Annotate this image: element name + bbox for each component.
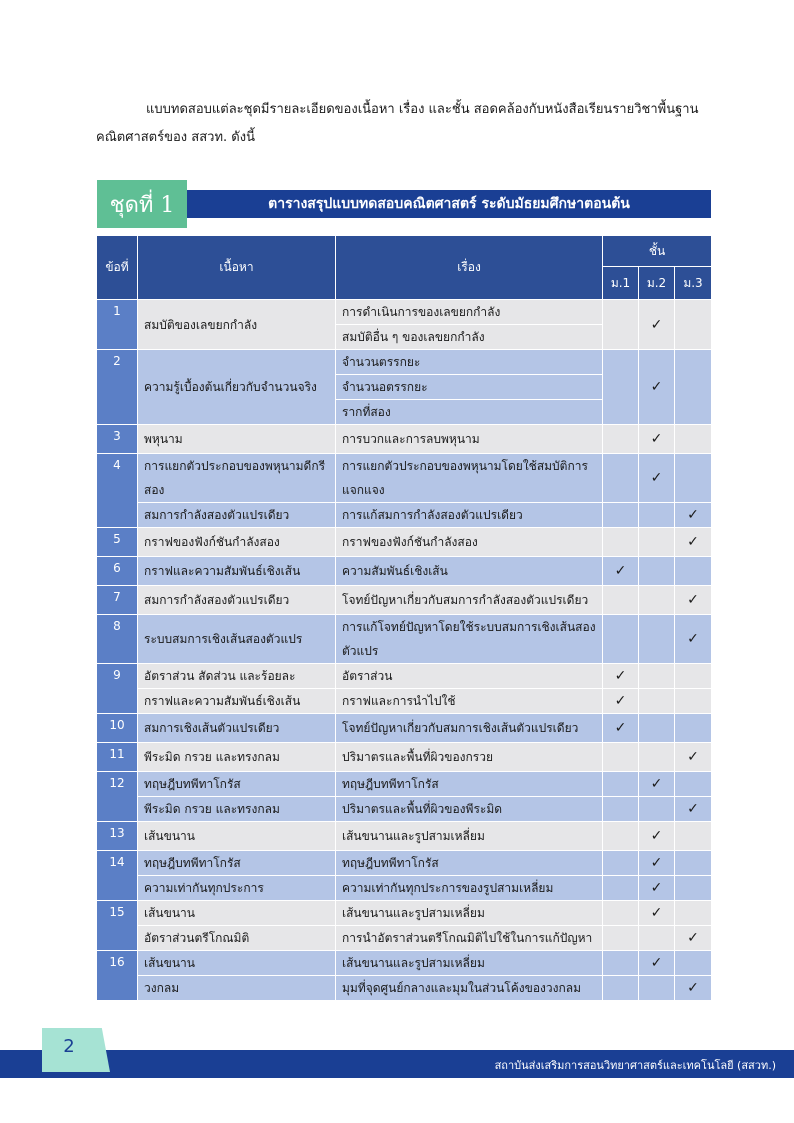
header-m3: ม.3 [675,267,712,300]
intro-line-2: คณิตศาสตร์ของ สสวท. ดังนี้ [96,130,255,145]
question-number: 12 [97,772,138,822]
topic-cell: สมบัติอื่น ๆ ของเลขยกกำลัง [336,325,603,350]
grade-cell-m1 [603,528,639,557]
table-row [97,951,712,976]
check-mark: ✓ [614,668,627,684]
grade-cell-m2 [639,557,675,586]
grade-cell-m3 [675,586,712,615]
content-cell: ระบบสมการเชิงเส้นสองตัวแปร [138,615,336,664]
question-number: 14 [97,851,138,901]
grade-cell-m1 [603,714,639,743]
grade-cell-m3 [675,615,712,664]
intro-paragraph [96,96,712,152]
grade-cell-m3 [675,714,712,743]
header-m2: ม.2 [639,267,675,300]
question-number: 1 [97,300,138,350]
intro-line-1: แบบทดสอบแต่ละชุดมีรายละเอียดของเนื้อหา เรื่อง และชั้น สอดคล้องกับหนังสือเรียนรายวิชาพื้นฐาน [146,102,699,117]
question-number: 8 [97,615,138,664]
grade-cell-m2 [639,976,675,1001]
question-group [97,664,712,714]
grade-cell-m1 [603,664,639,689]
check-mark: ✓ [650,431,663,447]
check-mark: ✓ [650,880,663,896]
content-cell: สมการเชิงเส้นตัวแปรเดียว [138,714,336,743]
grade-cell-m3 [675,901,712,926]
topic-cell: จำนวนอตรรกยะ [336,375,603,400]
header-topic: เรื่อง [336,236,603,300]
check-mark: ✓ [687,592,699,608]
content-cell: ความรู้เบื้องต้นเกี่ยวกับจำนวนจริง [138,350,336,425]
question-group [97,714,712,743]
grade-cell-m3 [675,350,712,425]
question-number: 10 [97,714,138,743]
topic-cell: การแยกตัวประกอบของพหุนามโดยใช้สมบัติการแจกแจง [336,454,603,503]
question-group [97,822,712,851]
content-cell: กราฟของฟังก์ชันกำลังสอง [138,528,336,557]
check-mark: ✓ [687,631,699,647]
grade-cell-m2 [639,664,675,689]
grade-cell-m3 [675,976,712,1001]
content-cell: พีระมิด กรวย และทรงกลม [138,743,336,772]
grade-cell-m2 [639,615,675,664]
check-mark: ✓ [687,980,699,996]
grade-cell-m1 [603,926,639,951]
topic-cell: การบวกและการลบพหุนาม [336,425,603,454]
topic-cell: การแก้โจทย์ปัญหาโดยใช้ระบบสมการเชิงเส้นสองตัวแปร [336,615,603,664]
grade-cell-m2 [639,689,675,714]
table-row [97,528,712,557]
topic-cell: กราฟและการนำไปใช้ [336,689,603,714]
table-row [97,743,712,772]
question-group [97,772,712,822]
grade-cell-m2 [639,300,675,350]
table-row [97,926,712,951]
table-row [97,851,712,876]
topic-cell: โจทย์ปัญหาเกี่ยวกับสมการกำลังสองตัวแปรเดียว [336,586,603,615]
topic-cell: การแก้สมการกำลังสองตัวแปรเดียว [336,503,603,528]
header-grade: ชั้น [603,236,712,267]
table-row [97,557,712,586]
question-group [97,586,712,615]
summary-table [96,235,712,1001]
grade-cell-m3 [675,300,712,350]
check-mark: ✓ [687,930,699,946]
topic-cell: เส้นขนานและรูปสามเหลี่ยม [336,951,603,976]
question-number: 9 [97,664,138,714]
content-cell: เส้นขนาน [138,822,336,851]
check-mark: ✓ [650,470,663,486]
table-row [97,772,712,797]
question-group [97,851,712,901]
question-group [97,615,712,664]
header-m1: ม.1 [603,267,639,300]
check-mark: ✓ [650,379,663,395]
topic-cell: อัตราส่วน [336,664,603,689]
grade-cell-m3 [675,454,712,503]
question-number: 6 [97,557,138,586]
grade-cell-m2 [639,797,675,822]
question-number: 15 [97,901,138,951]
topic-cell: ปริมาตรและพื้นที่ผิวของพีระมิด [336,797,603,822]
question-number: 7 [97,586,138,615]
topic-cell: ทฤษฎีบทพีทาโกรัส [336,851,603,876]
topic-cell: ความสัมพันธ์เชิงเส้น [336,557,603,586]
grade-cell-m3 [675,851,712,876]
grade-cell-m1 [603,689,639,714]
grade-cell-m2 [639,926,675,951]
content-cell: กราฟและความสัมพันธ์เชิงเส้น [138,557,336,586]
set-badge: ชุดที่ 1 [97,180,187,228]
grade-cell-m2 [639,772,675,797]
grade-cell-m3 [675,822,712,851]
grade-cell-m1 [603,822,639,851]
page-number: 2 [63,1036,75,1057]
table-row [97,689,712,714]
question-group [97,951,712,1001]
question-group [97,300,712,350]
question-group [97,743,712,772]
table-row [97,976,712,1001]
grade-cell-m3 [675,528,712,557]
topic-cell: ปริมาตรและพื้นที่ผิวของกรวย [336,743,603,772]
question-number: 11 [97,743,138,772]
grade-cell-m1 [603,876,639,901]
question-group [97,350,712,425]
header-content: เนื้อหา [138,236,336,300]
grade-cell-m3 [675,926,712,951]
table-row [97,425,712,454]
grade-cell-m2 [639,350,675,425]
topic-cell: การดำเนินการของเลขยกกำลัง [336,300,603,325]
topic-cell: ความเท่ากันทุกประการของรูปสามเหลี่ยม [336,876,603,901]
grade-cell-m1 [603,557,639,586]
footer-text: สถาบันส่งเสริมการสอนวิทยาศาสตร์และเทคโนโลยี (สสวท.) [494,1059,776,1072]
check-mark: ✓ [687,507,699,523]
grade-cell-m3 [675,664,712,689]
grade-cell-m3 [675,425,712,454]
grade-cell-m2 [639,901,675,926]
topic-cell: เส้นขนานและรูปสามเหลี่ยม [336,822,603,851]
grade-cell-m2 [639,876,675,901]
question-group [97,528,712,557]
table-row [97,300,712,325]
content-cell: สมการกำลังสองตัวแปรเดียว [138,586,336,615]
content-cell: พหุนาม [138,425,336,454]
grade-cell-m1 [603,503,639,528]
grade-cell-m1 [603,586,639,615]
grade-cell-m2 [639,503,675,528]
grade-cell-m2 [639,851,675,876]
grade-cell-m1 [603,951,639,976]
check-mark: ✓ [650,776,663,792]
grade-cell-m1 [603,772,639,797]
table-row [97,822,712,851]
question-group [97,557,712,586]
grade-cell-m2 [639,743,675,772]
topic-cell: เส้นขนานและรูปสามเหลี่ยม [336,901,603,926]
header-no: ข้อที่ [97,236,138,300]
question-group [97,454,712,528]
table-row [97,901,712,926]
question-number: 5 [97,528,138,557]
question-number: 13 [97,822,138,851]
table-row [97,615,712,664]
question-number: 4 [97,454,138,528]
grade-cell-m3 [675,797,712,822]
topic-cell: การนำอัตราส่วนตรีโกณมิติไปใช้ในการแก้ปัญหา [336,926,603,951]
grade-cell-m2 [639,586,675,615]
question-number: 2 [97,350,138,425]
grade-cell-m2 [639,454,675,503]
check-mark: ✓ [614,693,627,709]
grade-cell-m3 [675,557,712,586]
grade-cell-m1 [603,350,639,425]
grade-cell-m1 [603,851,639,876]
content-cell: เส้นขนาน [138,951,336,976]
grade-cell-m2 [639,425,675,454]
grade-cell-m2 [639,822,675,851]
content-cell: สมบัติของเลขยกกำลัง [138,300,336,350]
grade-cell-m2 [639,528,675,557]
grade-cell-m3 [675,951,712,976]
check-mark: ✓ [687,534,699,550]
topic-cell: รากที่สอง [336,400,603,425]
grade-cell-m2 [639,951,675,976]
content-cell: วงกลม [138,976,336,1001]
content-cell: เส้นขนาน [138,901,336,926]
grade-cell-m3 [675,876,712,901]
question-group [97,425,712,454]
grade-cell-m3 [675,772,712,797]
check-mark: ✓ [650,905,663,921]
content-cell: สมการกำลังสองตัวแปรเดียว [138,503,336,528]
content-cell: กราฟและความสัมพันธ์เชิงเส้น [138,689,336,714]
question-number: 16 [97,951,138,1001]
content-cell: พีระมิด กรวย และทรงกลม [138,797,336,822]
grade-cell-m3 [675,503,712,528]
question-group [97,901,712,951]
check-mark: ✓ [614,563,627,579]
question-number: 3 [97,425,138,454]
check-mark: ✓ [687,801,699,817]
grade-cell-m1 [603,743,639,772]
content-cell: อัตราส่วน สัดส่วน และร้อยละ [138,664,336,689]
table-row [97,664,712,689]
grade-cell-m1 [603,454,639,503]
content-cell: ความเท่ากันทุกประการ [138,876,336,901]
grade-cell-m3 [675,689,712,714]
topic-cell: ทฤษฎีบทพีทาโกรัส [336,772,603,797]
table-row [97,876,712,901]
grade-cell-m3 [675,743,712,772]
check-mark: ✓ [650,955,663,971]
table-row [97,454,712,503]
table-row [97,797,712,822]
grade-cell-m1 [603,797,639,822]
topic-cell: กราฟของฟังก์ชันกำลังสอง [336,528,603,557]
content-cell: ทฤษฎีบทพีทาโกรัส [138,851,336,876]
topic-cell: โจทย์ปัญหาเกี่ยวกับสมการเชิงเส้นตัวแปรเดียว [336,714,603,743]
check-mark: ✓ [650,316,663,333]
content-cell: การแยกตัวประกอบของพหุนามดีกรีสอง [138,454,336,503]
check-mark: ✓ [687,749,699,765]
table-row [97,350,712,375]
topic-cell: มุมที่จุดศูนย์กลางและมุมในส่วนโค้งของวงกลม [336,976,603,1001]
grade-cell-m2 [639,714,675,743]
check-mark: ✓ [614,720,627,736]
table-row [97,586,712,615]
grade-cell-m1 [603,901,639,926]
topic-cell: จำนวนตรรกยะ [336,350,603,375]
content-cell: ทฤษฎีบทพีทาโกรัส [138,772,336,797]
table-row [97,714,712,743]
content-cell: อัตราส่วนตรีโกณมิติ [138,926,336,951]
grade-cell-m1 [603,976,639,1001]
check-mark: ✓ [650,855,663,871]
grade-cell-m1 [603,425,639,454]
check-mark: ✓ [650,828,663,844]
table-title: ตารางสรุปแบบทดสอบคณิตศาสตร์ ระดับมัธยมศึกษาตอนต้น [187,190,711,218]
grade-cell-m1 [603,615,639,664]
grade-cell-m1 [603,300,639,350]
table-row [97,503,712,528]
